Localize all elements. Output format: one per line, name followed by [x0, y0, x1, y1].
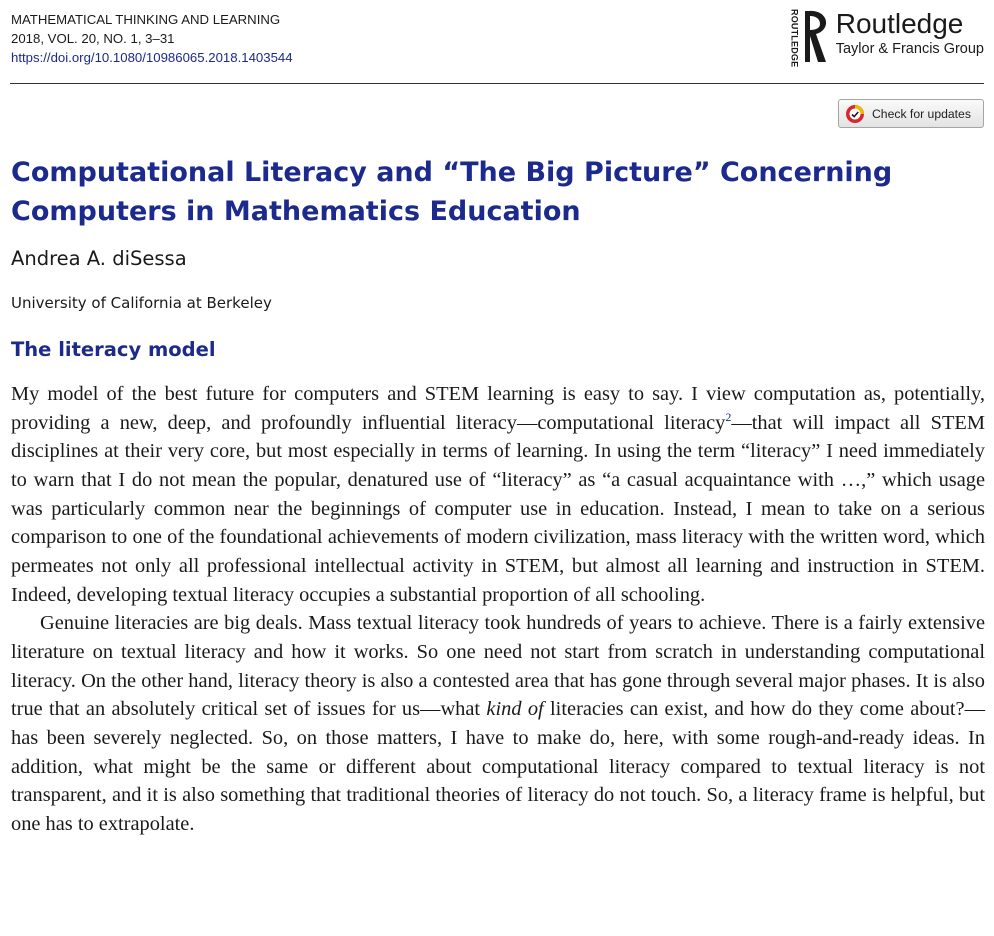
publisher-name: Routledge — [835, 8, 964, 39]
paragraph-2-text-start: Genuine literacies are big deals. Mass textual literacy took hundreds of years to achieve. There is a fairly extensive literature on textual literacy and how it works. So one need not start from scratch in understanding computational literacy. On the other hand, literacy theory is also a contested area that has gone through several major phases. It is also true that an absolutely critical set of issues for us—what — [11, 612, 985, 721]
volume-info: 2018, VOL. 20, NO. 1, 3–31 — [11, 31, 175, 46]
check-for-updates-icon — [845, 104, 865, 124]
paragraph-1-text-end: —that will impact all STEM disciplines at their very core, but most especially in terms of learning. In using the term “literacy” I need immediately to warn that I do not mean the popular, denatured use of “literacy” as “a casual acquaintance with …,” which usage was particularly common near the beginnings of computer use in education. Instead, I mean to take on a serious comparison to one of the foundational achievements of modern civilization, mass literacy with the written word, which permeates not only all professional intellectual activity in STEM, but almost all learning and instruction in STEM. Indeed, developing textual literacy occupies a substantial proportion of all schooling. — [11, 411, 986, 606]
routledge-logo-icon — [804, 8, 830, 66]
footnote-ref[interactable]: 2 — [725, 409, 732, 424]
journal-name: MATHEMATICAL THINKING AND LEARNING — [11, 12, 281, 27]
check-for-updates-label: Check for updates — [872, 106, 971, 121]
check-for-updates-button[interactable] — [838, 99, 984, 128]
paragraph-2 — [11, 609, 985, 838]
paragraph-2-emphasis: kind of — [486, 698, 544, 721]
paragraph-2-text-end: literacies can exist, and how do they come about?—has been severely neglected. So, on those matters, I have to make do, here, with some rough-and-ready ideas. In addition, what might be the same or different about computational literacy compared to textual literacy is not transparent, and it is also something that traditional theories of literacy do not touch. So, a literacy frame is helpful, but one has to extrapolate. — [11, 698, 986, 835]
publisher-logo — [790, 8, 984, 71]
paragraph-1 — [11, 380, 985, 609]
header-divider — [10, 83, 984, 84]
author-affiliation: University of California at Berkeley — [11, 294, 272, 312]
article-body — [11, 380, 985, 839]
paragraph-1-text-start: My model of the best future for computers and STEM learning is easy to say. I view computation as, potentially, providing a new, deep, and profoundly influential literacy—computational literacy — [11, 383, 985, 434]
article-title: Computational Literacy and “The Big Picture” Concerning Computers in Mathematics Education — [11, 157, 893, 227]
publisher-side-text: ROUTLEDGE — [789, 9, 800, 68]
author-name: Andrea A. diSessa — [11, 247, 187, 270]
section-heading: The literacy model — [11, 338, 216, 361]
publisher-group: Taylor & Francis Group — [835, 41, 984, 57]
journal-info — [11, 10, 293, 67]
doi-link[interactable]: https://doi.org/10.1080/10986065.2018.1403544 — [11, 50, 293, 65]
